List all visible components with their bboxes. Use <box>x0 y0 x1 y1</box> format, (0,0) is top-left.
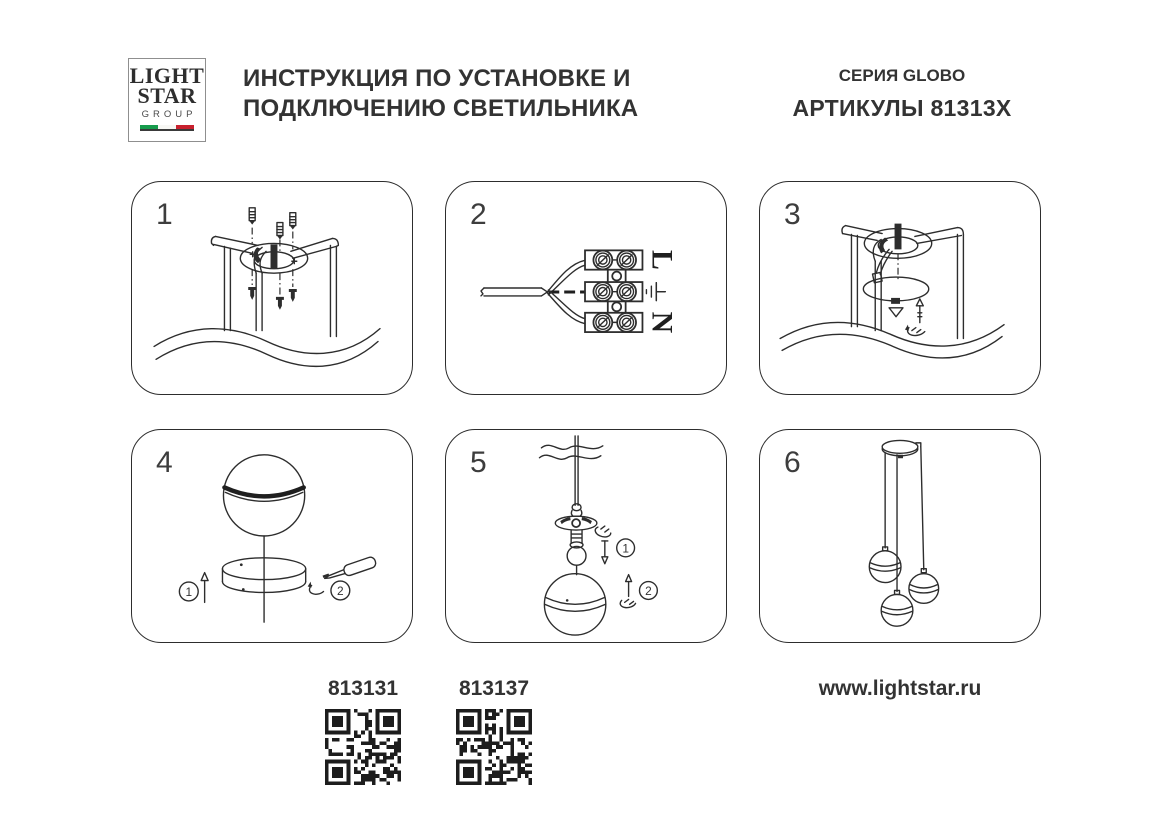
ceiling-canopy <box>882 440 918 458</box>
step-4-illustration <box>132 430 412 642</box>
article-number-left: 813131 <box>327 677 399 700</box>
canopy-lock <box>891 298 900 304</box>
series-label: СЕРИЯ GLOBO <box>838 66 966 85</box>
spring-clip-with-arrow <box>308 582 324 595</box>
step-number: 3 <box>784 198 801 231</box>
down-arrow <box>889 308 903 317</box>
series-info <box>772 66 1032 122</box>
pendant-cords <box>885 443 924 592</box>
screw-with-up-arrow <box>916 299 923 323</box>
marker-1-clip-and-screw <box>595 526 634 564</box>
page-title <box>243 64 638 124</box>
mounting-ring <box>864 224 931 259</box>
center-bolt <box>271 244 278 268</box>
supply-cable <box>481 260 585 323</box>
canopy-and-socket <box>555 504 597 548</box>
neutral-label: N <box>645 311 678 334</box>
globe-right <box>909 569 939 604</box>
center-bolt <box>895 224 902 250</box>
ceiling-wave-lines <box>780 322 1004 358</box>
marker-2: 2 <box>337 583 344 598</box>
step-5-illustration <box>446 430 726 642</box>
article-number-right: 813137 <box>458 677 530 700</box>
terminal-row-l <box>585 250 642 269</box>
lightstar-logo <box>128 58 206 142</box>
step-panel-6 <box>759 429 1041 643</box>
step-6-illustration <box>760 430 1040 642</box>
terminal-row-ground <box>585 282 642 301</box>
light-bulb <box>567 546 586 565</box>
marker-2 <box>331 581 350 600</box>
step-number: 2 <box>470 198 487 231</box>
step-number: 4 <box>156 446 173 479</box>
logo-line-group: GROUP <box>141 109 197 120</box>
live-label: L <box>645 250 678 270</box>
title-line-1: ИНСТРУКЦИЯ ПО УСТАНОВКЕ И <box>243 65 631 92</box>
canopy <box>863 277 928 301</box>
logo-line-light: LIGHT <box>129 63 205 88</box>
globe-shade <box>544 574 605 635</box>
marker-1: 1 <box>185 584 193 599</box>
italian-flag-icon <box>140 125 194 131</box>
qr-code-left <box>325 709 401 785</box>
mounting-ring <box>240 243 307 273</box>
step-panel-2 <box>445 181 727 395</box>
step-2-illustration <box>446 182 726 394</box>
terminal-row-n <box>585 313 642 332</box>
marker-2: 2 <box>645 583 652 598</box>
qr-code-right <box>456 709 532 785</box>
ceiling-wave-lines <box>539 445 602 459</box>
globe-left <box>869 547 901 583</box>
spring-clip <box>905 325 925 336</box>
ceiling-wave-lines <box>154 329 380 367</box>
suspension-rods <box>842 226 963 339</box>
logo-line-star: STAR <box>137 83 197 108</box>
step-1-illustration <box>132 182 412 394</box>
step-3-illustration <box>760 182 1040 394</box>
step-panel-4 <box>131 429 413 643</box>
marker-1-with-arrow <box>179 573 208 603</box>
step-panel-1 <box>131 181 413 395</box>
step-number: 6 <box>784 446 801 479</box>
earth-ground-icon <box>646 283 665 301</box>
terminal-block <box>585 250 642 332</box>
marker-2-screw-and-clip <box>620 575 657 608</box>
globe-center <box>881 590 913 626</box>
step-panel-5 <box>445 429 727 643</box>
screwdriver <box>323 556 377 584</box>
website-url: www.lightstar.ru <box>818 677 982 700</box>
globe-shade <box>223 455 304 536</box>
step-number: 1 <box>156 198 173 231</box>
marker-1: 1 <box>622 541 629 556</box>
step-panel-3 <box>759 181 1041 395</box>
step-number: 5 <box>470 446 487 479</box>
title-line-2: ПОДКЛЮЧЕНИЮ СВЕТИЛЬНИКА <box>243 95 639 122</box>
articles-label: АРТИКУЛЫ 81313X <box>792 95 1012 121</box>
